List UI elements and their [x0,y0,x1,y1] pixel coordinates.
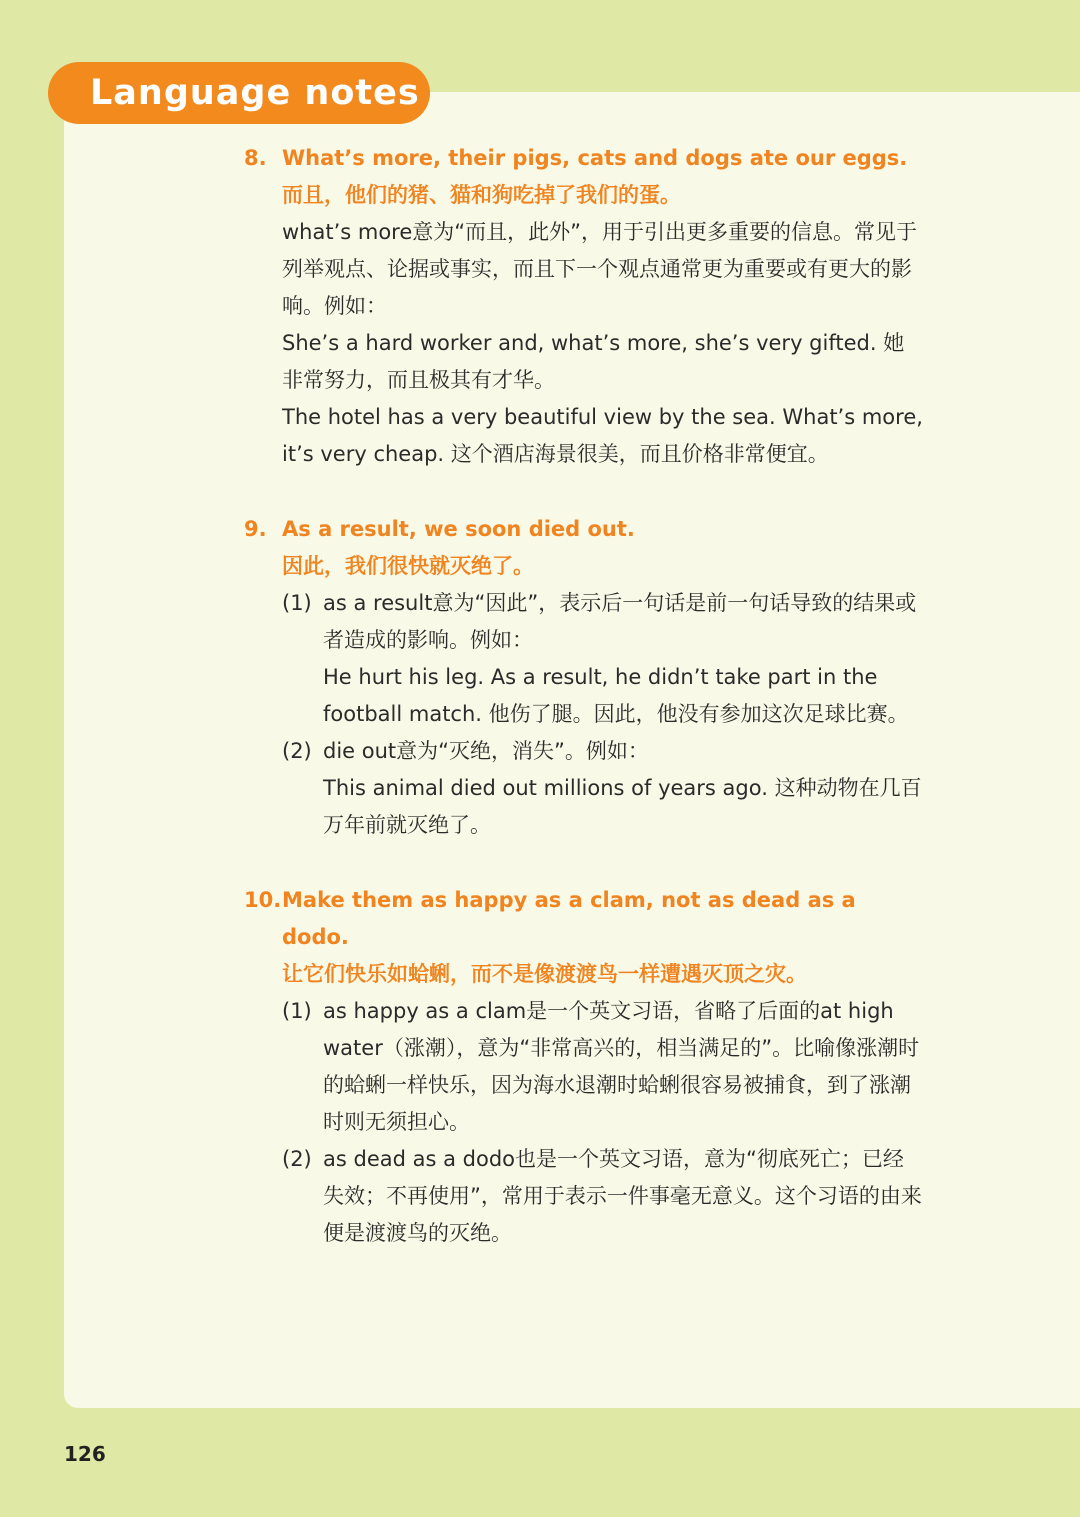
note-number: 9. [244,517,267,541]
note-heading [244,140,924,177]
sub-point-label: (2) [282,739,312,763]
note-example: She’s a hard worker and, what’s more, she’s very gifted. 她非常努力，而且极其有才华。 [282,331,905,392]
note-explanation: what’s more意为“而且，此外”，用于引出更多重要的信息。常见于列举观点、论据或事实，而且下一个观点通常更为重要或有更大的影响。例如： [282,220,918,318]
note-body [282,548,924,585]
note-translation: 因此，我们很快就灭绝了。 [282,554,534,578]
note-8 [244,140,924,473]
note-10 [244,882,924,1252]
note-example: He hurt his leg. As a result, he didn’t take part in the football match. 他伤了腿。因此，他没有参加这次足球比赛。 [323,665,909,726]
note-explanation: die out意为“灭绝，消失”。例如： [323,739,649,763]
sub-point-label: (2) [282,1147,312,1171]
sub-point [282,733,924,844]
note-example: The hotel has a very beautiful view by the sea. What’s more, it’s very cheap. 这个酒店海景很美，而且价格非常便宜。 [282,405,923,466]
note-title: As a result, we soon died out. [282,517,635,541]
note-translation: 让它们快乐如蛤蜊，而不是像渡渡鸟一样遭遇灭顶之灾。 [282,962,807,986]
sub-point-label: (1) [282,999,312,1023]
sub-point [282,1141,924,1252]
sub-point [282,585,924,733]
note-title: Make them as happy as a clam, not as dead as a dodo. [282,888,856,949]
note-explanation: as dead as a dodo也是一个英文习语，意为“彻底死亡；已经失效；不再使用”，常用于表示一件事毫无意义。这个习语的由来便是渡渡鸟的灭绝。 [323,1147,922,1245]
note-translation: 而且，他们的猪、猫和狗吃掉了我们的蛋。 [282,183,681,207]
note-example: This animal died out millions of years ago. 这种动物在几百万年前就灭绝了。 [323,776,922,837]
note-body [282,956,924,993]
note-number: 10. [244,888,282,912]
notes-content [244,140,924,1290]
note-9 [244,511,924,844]
note-explanation: as a result意为“因此”，表示后一句话是前一句话导致的结果或者造成的影响。例如： [323,591,917,652]
note-number: 8. [244,146,267,170]
section-tab [48,62,430,124]
note-explanation: as happy as a clam是一个英文习语，省略了后面的at high water（涨潮），意为“非常高兴的，相当满足的”。比喻像涨潮时的蛤蜊一样快乐，因为海水退潮时蛤蜊很容易被捕食，到了涨潮时则无须担心。 [323,999,920,1134]
note-title: What’s more, their pigs, cats and dogs ate our eggs. [282,146,908,170]
page-number: 126 [64,1442,106,1466]
note-heading [244,511,924,548]
note-heading [244,882,924,956]
note-body [282,177,924,473]
sub-point-label: (1) [282,591,312,615]
sub-point [282,993,924,1141]
section-title: Language notes [90,73,420,113]
